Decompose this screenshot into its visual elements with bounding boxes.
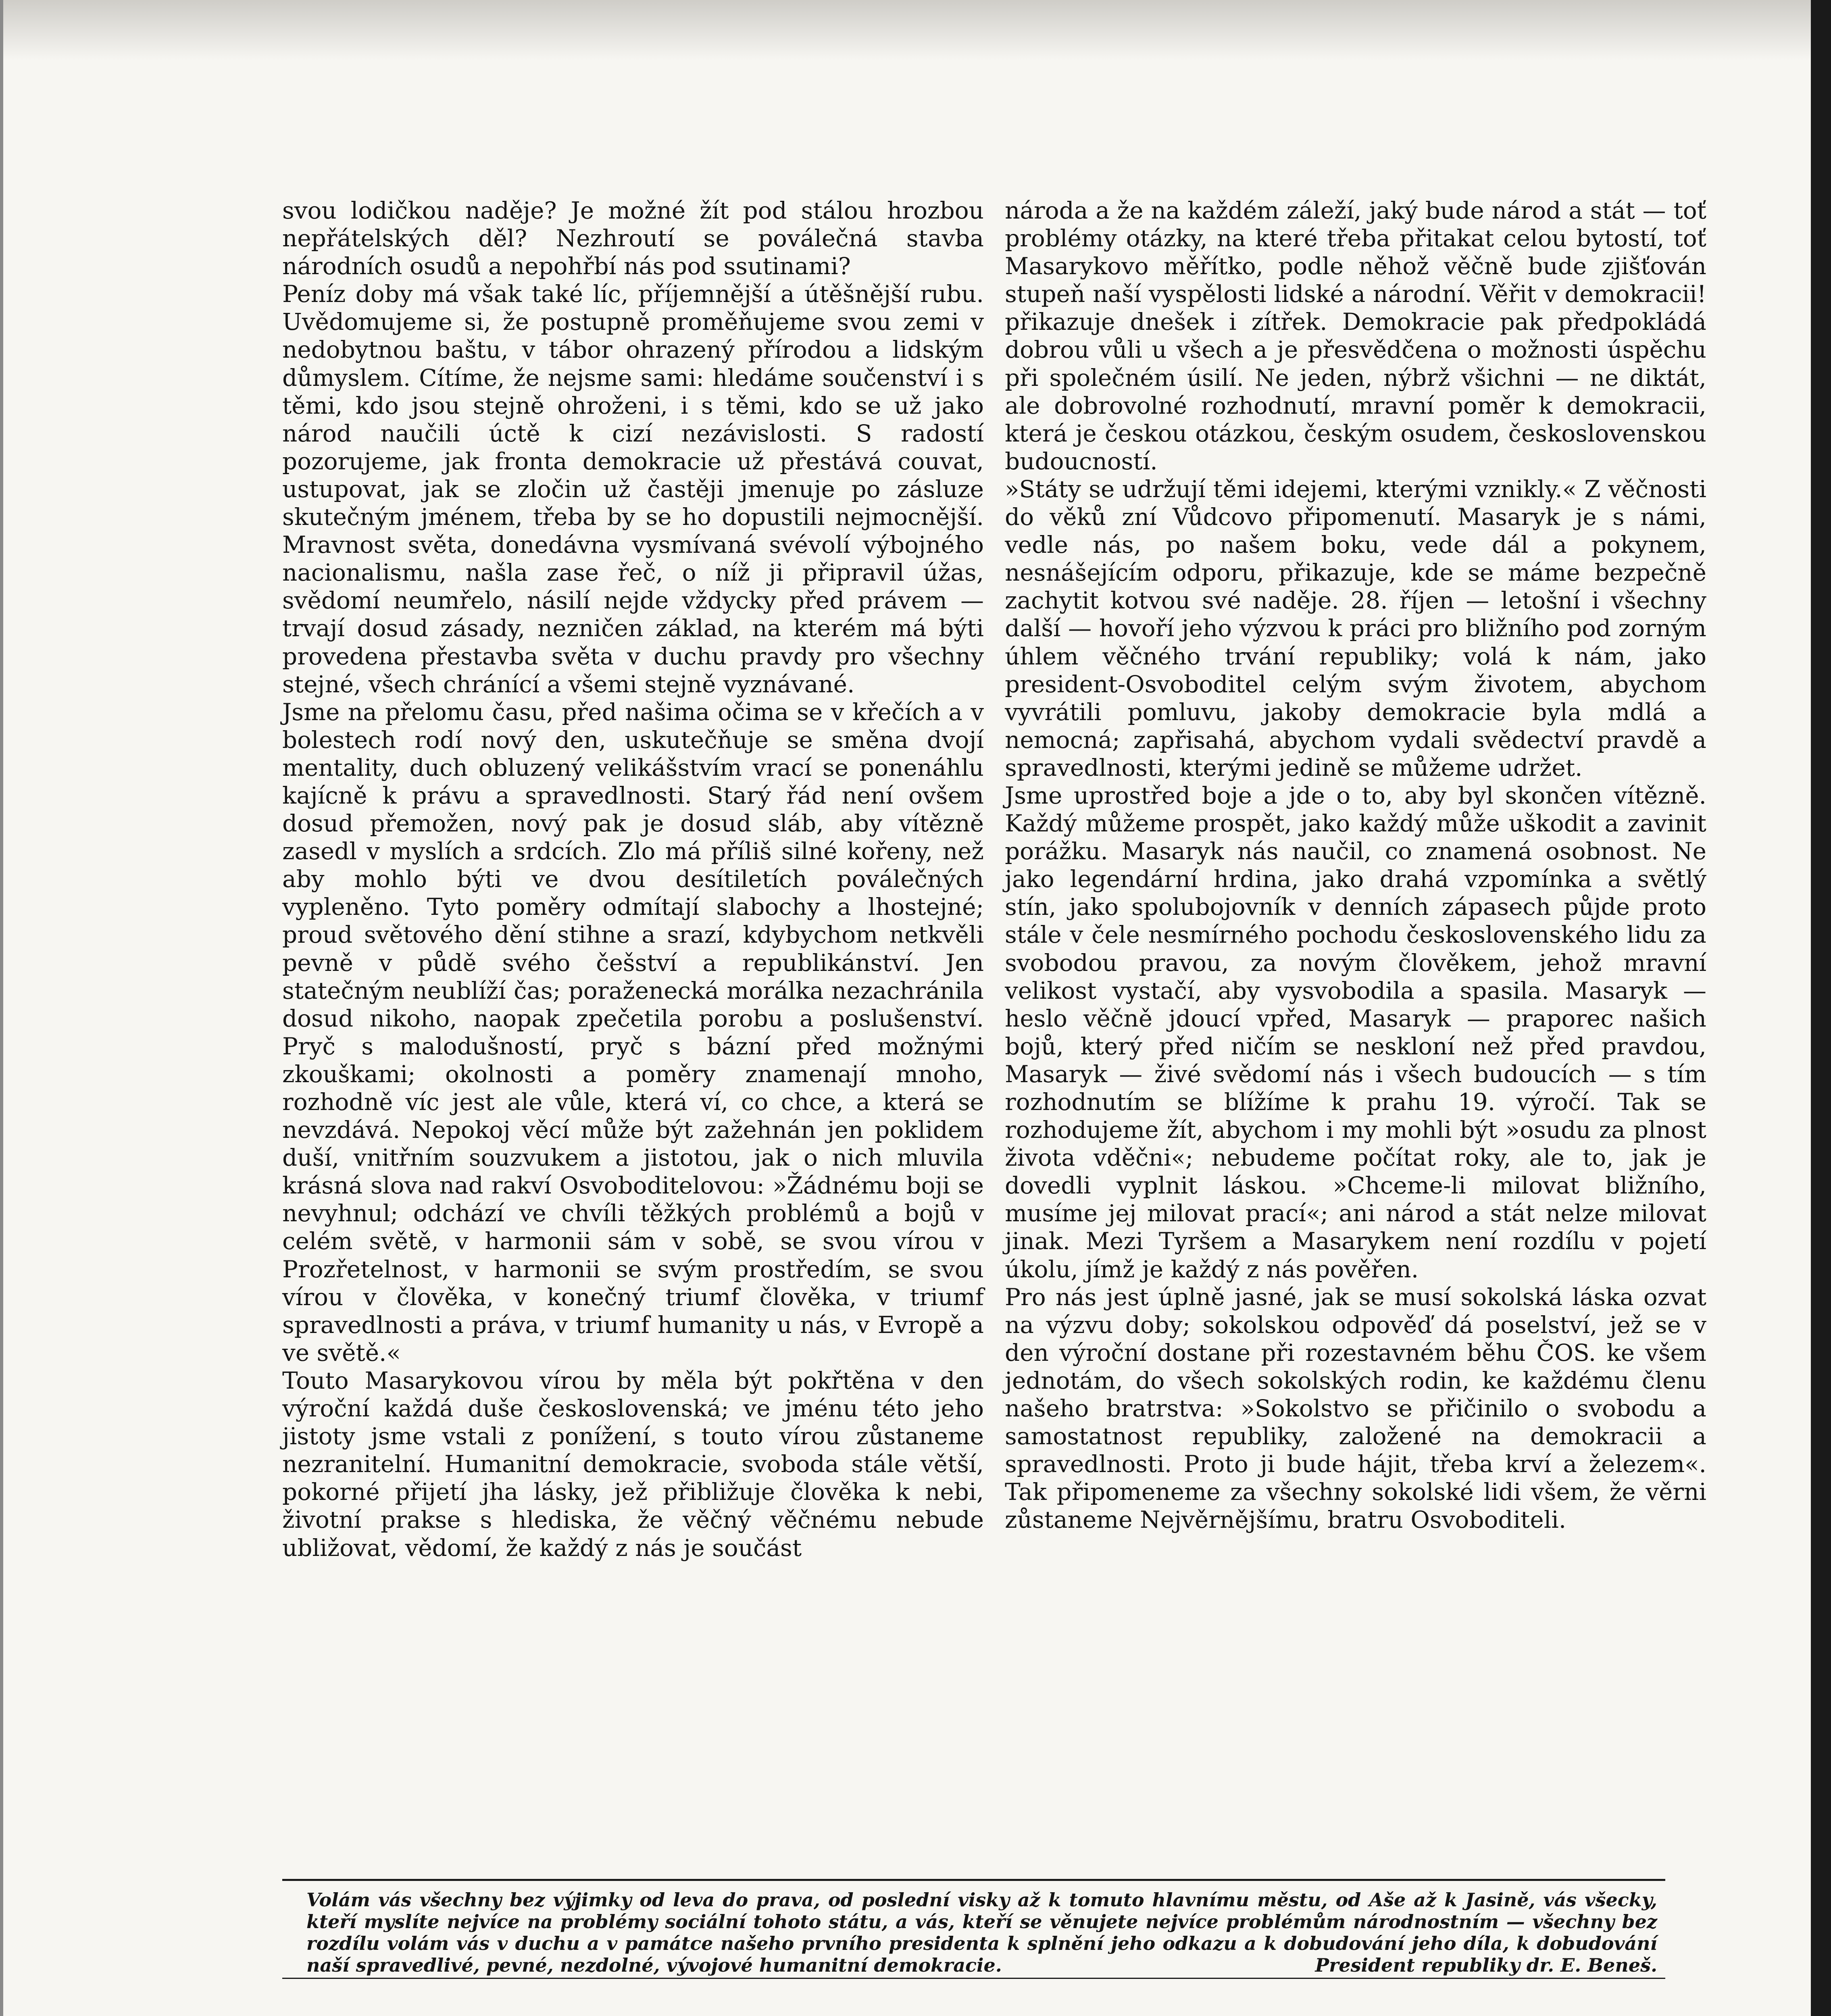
right-text-column (1005, 197, 1706, 1534)
quote-signature: President republiky dr. E. Beneš. (1315, 1954, 1657, 1976)
scan-top-shadow (0, 0, 1831, 60)
paragraph: »Státy se udržují těmi idejemi, kterými vznikly.« Z věčnosti do věků zní Vůdcovo připomenutí. Masaryk je s námi, vedle nás, po našem boku, vede dál a pokynem, nesnášejícím odporu, přikazuje, kde se máme bezpečně zachytit kotvou své naděje. 28. říjen — letošní i všechny další — hovoří jeho výzvou k práci pro bližního pod zorným úhlem věčného trvání republiky; volá k nám, jako president-Osvoboditel celým svým životem, abychom vyvrátili pomluvu, jakoby demokracie byla mdlá a nemocná; zapřisahá, abychom vydali svědectví pravdě a spravedlnosti, kterými jedině se můžeme udržet. (1005, 475, 1706, 781)
paragraph: Touto Masarykovou vírou by měla být pokřtěna v den výroční každá duše československá; ve jménu této jeho jistoty jsme vstali z ponížení, s touto vírou zůstaneme nezranitelní. Humanitní demokracie, svoboda stále větší, pokorné přijetí jha lásky, jež přibližuje člověka k nebi, životní prakse s hlediska, že věčný věčnému nebude ubližovat, vědomí, že každý z nás je součást (282, 1366, 984, 1562)
paragraph: Jsme uprostřed boje a jde o to, aby byl skončen vítězně. Každý můžeme prospět, jako každý může uškodit a zavinit porážku. Masaryk nás naučil, co znamená osobnost. Ne jako legendární hrdina, jako drahá vzpomínka a světlý stín, jako spolubojovník v denních zápasech půjde proto stále v čele nesmírného pochodu československého lidu za svobodou pravou, za novým člověkem, jehož mravní velikost vystačí, aby vysvobodila a spasila. Masaryk — heslo věčně jdoucí vpřed, Masaryk — praporec našich bojů, který před ničím se neskloní než před pravdou, Masaryk — živé svědomí nás i všech budoucích — s tím rozhodnutím se blížíme k prahu 19. výročí. Tak se rozhodujeme žít, abychom i my mohli být »osudu za plnost života vděčni«; nebudeme počítat roky, ale to, jak je dovedli vyplnit láskou. »Chceme-li milovat bližního, musíme jej milovat prací«; ani národ a stát nelze milovat jinak. Mezi Tyršem a Masarykem není rozdílu v pojetí úkolu, jímž je každý z nás pověřen. (1005, 781, 1706, 1283)
paragraph: svou lodičkou naděje? Je možné žít pod stálou hrozbou nepřátelských děl? Nezhroutí se poválečná stavba národních osudů a nepohřbí nás pod ssutinami? (282, 197, 984, 280)
quote-bottom-rule (282, 1978, 1665, 1979)
paragraph: národa a že na každém záleží, jaký bude národ a stát — toť problémy otázky, na které třeba přitakat celou bytostí, toť Masarykovo měřítko, podle něhož věčně bude zjišťován stupeň naší vyspělosti lidské a národní. Věřit v demokracii! přikazuje dnešek i zítřek. Demokracie pak předpokládá dobrou vůli u všech a je přesvědčena o možnosti úspěchu při společném úsilí. Ne jeden, nýbrž všichni — ne diktát, ale dobrovolné rozhodnutí, mravní poměr k demokracii, která je českou otázkou, českým osudem, československou budoucností. (1005, 197, 1706, 475)
paragraph: Jsme na přelomu času, před našima očima se v křečích a v bolestech rodí nový den, uskutečňuje se směna dvojí mentality, duch obluzený velikášstvím vrací se ponenáhlu kajícně k právu a spravedlnosti. Starý řád není ovšem dosud přemožen, nový pak je dosud sláb, aby vítězně zasedl v myslích a srdcích. Zlo má příliš silné kořeny, než aby mohlo býti ve dvou desítiletích poválečných vypleněno. Tyto poměry odmítají slabochy a lhostejné; proud světového dění stihne a srazí, kdybychom netkvěli pevně v půdě svého češství a republikánství. Jen statečným neublíží čas; poraženecká morálka nezachránila dosud nikoho, naopak zpečetila porobu a poslušenství. Pryč s malodušností, pryč s bázní před možnými zkouškami; okolnosti a poměry znamenají mnoho, rozhodně víc jest ale vůle, která ví, co chce, a která se nevzdává. Nepokoj věcí může být zažehnán jen poklidem duší, vnitřním souzvukem a jistotou, jak o nich mluvila krásná slova nad rakví Osvoboditelovou: »Žádnému boji se nevyhnul; odchází ve chvíli těžkých problémů a bojů v celém světě, v harmonii sám v sobě, se svou vírou v Prozřetelnost, v harmonii se svým prostředím, se svou vírou v člověka, v konečný triumf člověka, v triumf spravedlnosti a práva, v triumf humanity u nás, v Evropě a ve světě.« (282, 698, 984, 1366)
scan-right-edge (1811, 0, 1831, 2016)
paragraph: Pro nás jest úplně jasné, jak se musí sokolská láska ozvat na výzvu doby; sokolskou odpověď dá poselství, jež se v den výroční dostane při rozestavném běhu ČOS. ke všem jednotám, do všech sokolských rodin, ke každému členu našeho bratrstva: »Sokolstvo se přičinilo o svobodu a samostatnost republiky, založené na demokracii a spravedlnosti. Proto ji bude hájit, třeba krví a železem«. Tak připomeneme za všechny sokolské lidi všem, že věrni zůstaneme Nejvěrnějšímu, bratru Osvoboditeli. (1005, 1283, 1706, 1534)
paragraph: Peníz doby má však také líc, příjemnější a útěšnější rubu. Uvědomujeme si, že postupně proměňujeme svou zemi v nedobytnou baštu, v tábor ohrazený přírodou a lidským důmyslem. Cítíme, že nejsme sami: hledáme součenství i s těmi, kdo jsou stejně ohroženi, i s těmi, kdo se už jako národ naučili úctě k cizí nezávislosti. S radostí pozorujeme, jak fronta demokracie už přestává couvat, ustupovat, jak se zločin už častěji jmenuje po zásluze skutečným jménem, třeba by se ho dopustili nejmocnější. Mravnost světa, donedávna vysmívaná svévolí výbojného nacionalismu, našla zase řeč, o níž ji připravil úžas, svědomí neumřelo, násilí nejde vždycky před právem — trvají dosud zásady, nezničen základ, na kterém má býti provedena přestavba světa v duchu pravdy pro všechny stejné, všech chránící a všemi stejně vyznávané. (282, 280, 984, 698)
left-text-column (282, 197, 984, 1562)
scan-left-edge (0, 0, 3, 2016)
president-quote (306, 1889, 1657, 1976)
quote-top-rule (282, 1879, 1665, 1881)
quote-text: Volám vás všechny bez výjimky od leva do prava, od poslední visky až k tomuto hlavnímu městu, od Aše až k Jasině, vás všecky, kteří myslíte nejvíce na problémy sociální tohoto státu, a vás, kteří se věnujete nejvíce problémům národnostním — všechny bez rozdílu volám vás v duchu a v památce našeho prvního presidenta k splnění jeho odkazu a k dobudování jeho díla, k dobudování naší spravedlivé, pevné, nezdolné, vývojové humanitní demokracie. (306, 1889, 1657, 1976)
